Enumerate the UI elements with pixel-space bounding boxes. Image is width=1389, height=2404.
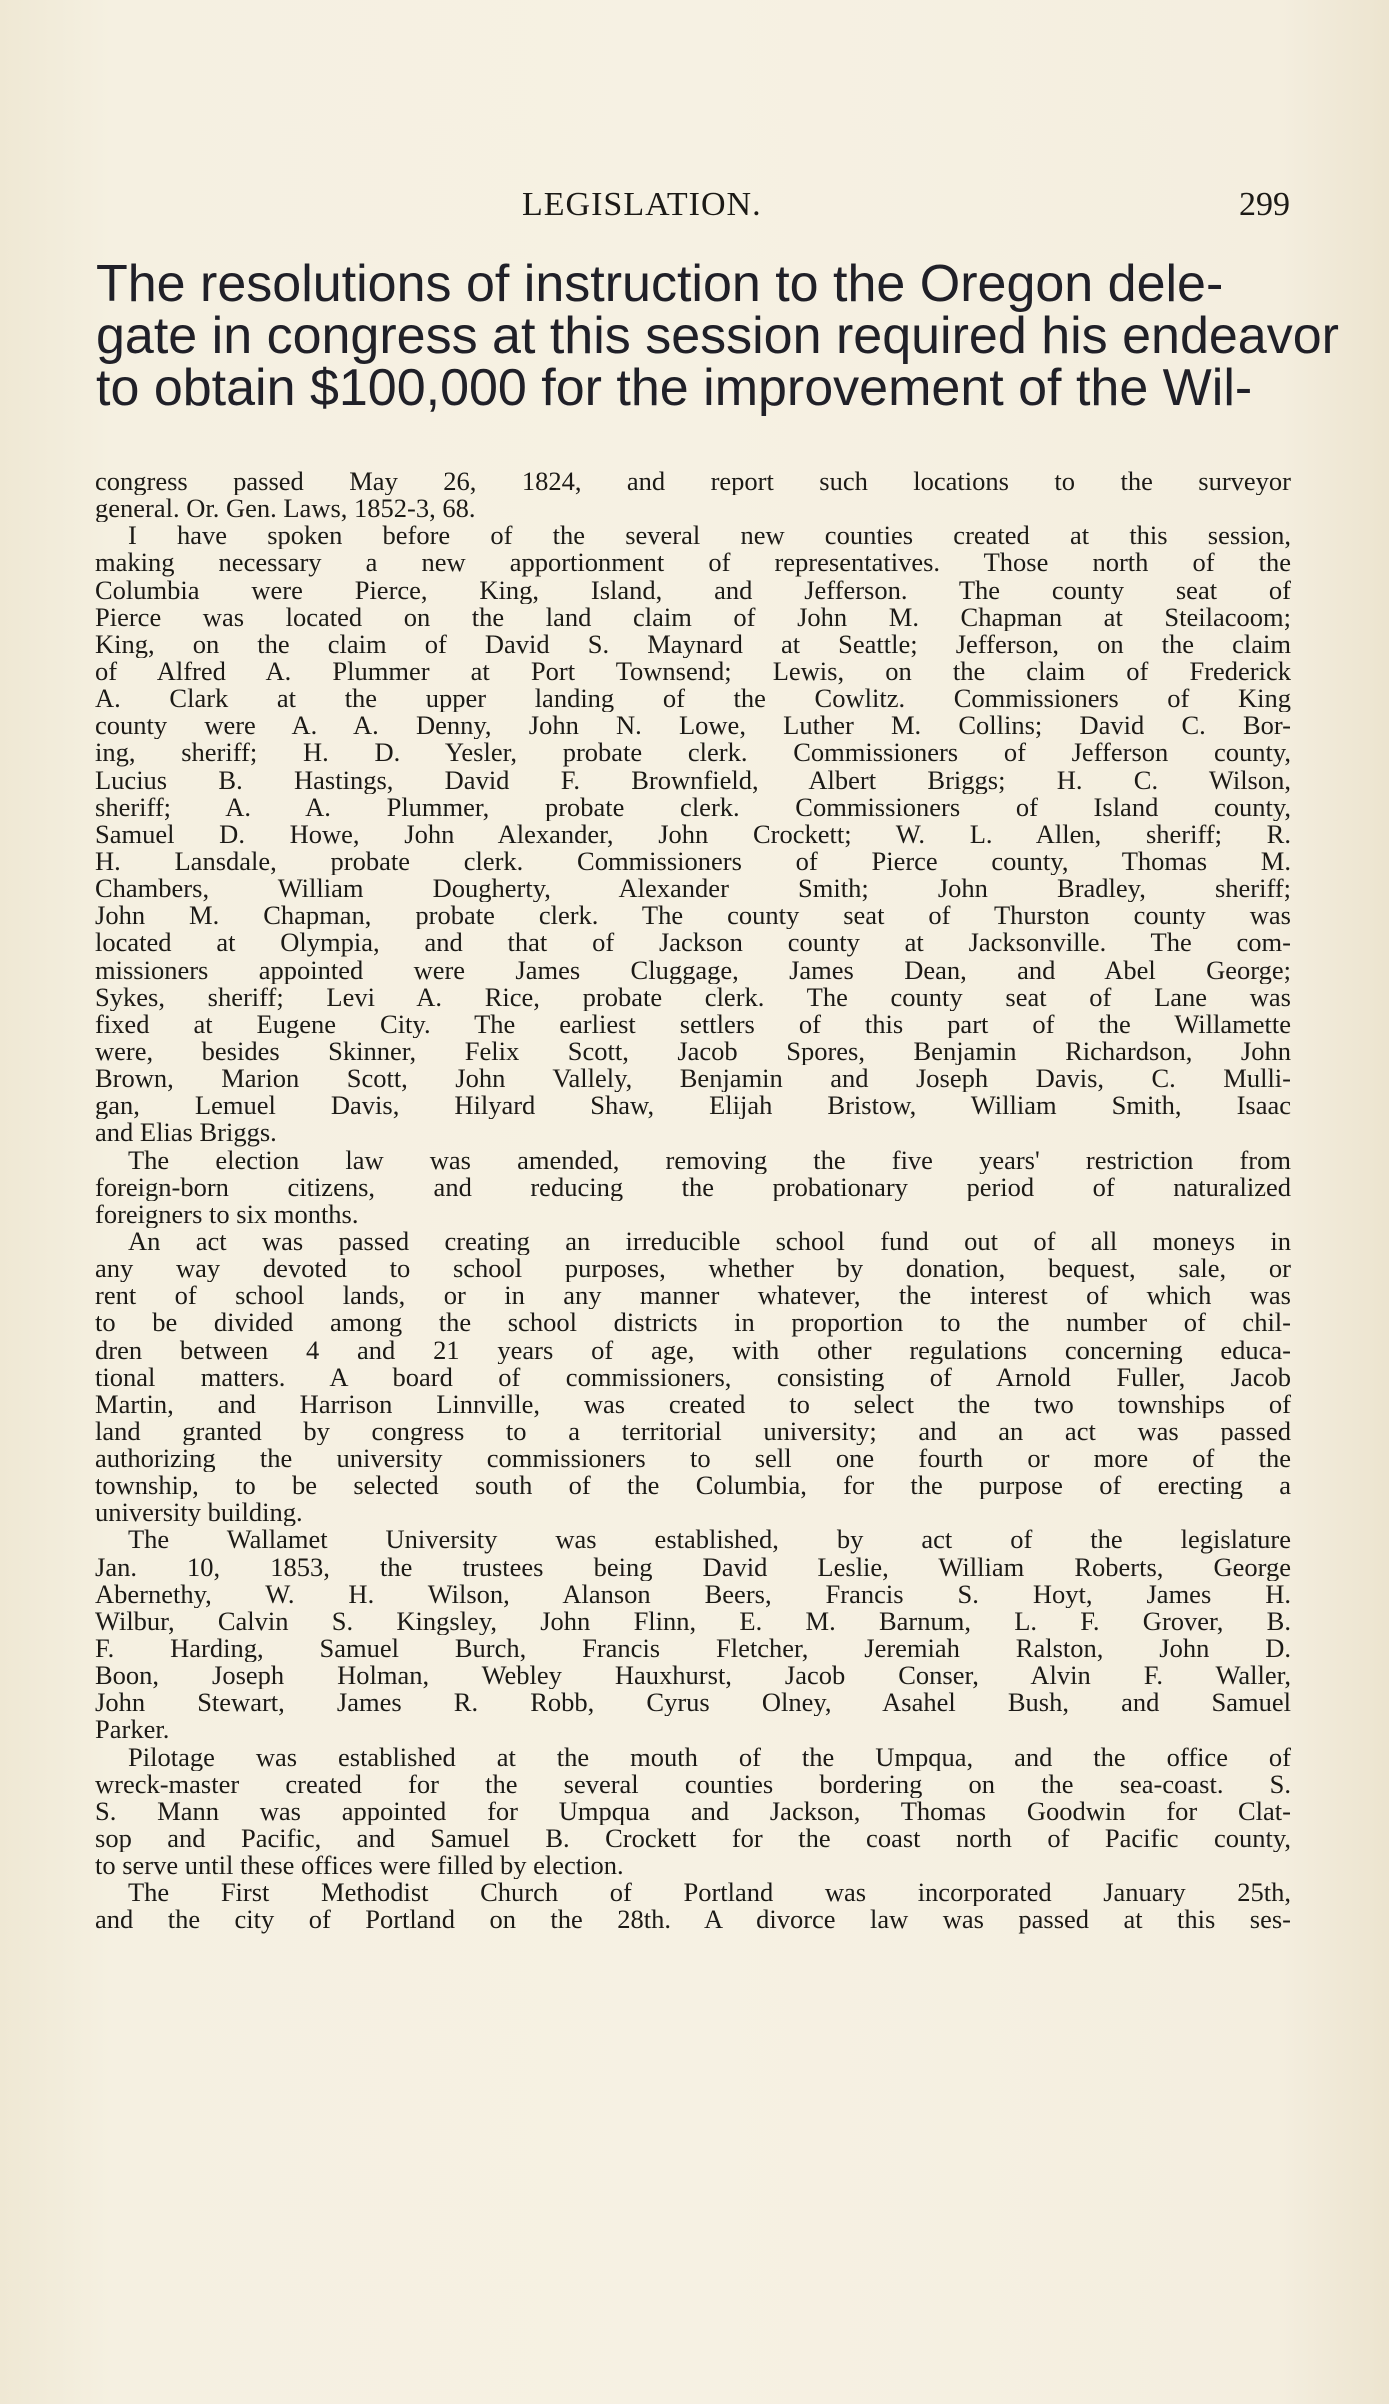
text-line: Columbia were Pierce, King, Island, and Jefferson. The county seat of xyxy=(95,576,1291,604)
text-line: Lucius B. Hastings, David F. Brownfield, Albert Briggs; H. C. Wilson, xyxy=(95,766,1291,794)
text-line: dren between 4 and 21 years of age, with other regulations concerning educa- xyxy=(95,1336,1291,1364)
text-line: sop and Pacific, and Samuel B. Crockett for the coast north of Pacific county, xyxy=(95,1825,1291,1853)
page-number: 299 xyxy=(1239,186,1290,223)
text-line: congress passed May 26, 1824, and report such locations to the surveyor xyxy=(95,468,1291,496)
text-line: general. Or. Gen. Laws, 1852-3, 68. xyxy=(95,495,476,523)
text-line: foreign-born citizens, and reducing the probationary period of naturalized xyxy=(95,1173,1291,1201)
text-line: Jan. 10, 1853, the trustees being David Leslie, William Roberts, George xyxy=(95,1553,1291,1581)
text-line: were, besides Skinner, Felix Scott, Jacob Spores, Benjamin Richardson, John xyxy=(95,1037,1291,1066)
text-line: located at Olympia, and that of Jackson county at Jacksonville. The com- xyxy=(95,929,1291,957)
text-line: John M. Chapman, probate clerk. The county seat of Thurston county was xyxy=(95,902,1291,930)
lead-paragraph xyxy=(96,255,1339,417)
text-line: wreck-master created for the several counties bordering on the sea-coast. S. xyxy=(95,1770,1291,1798)
text-line: land granted by congress to a territorial university; and an act was passed xyxy=(95,1417,1291,1446)
text-line: Martin, and Harrison Linnville, was created to select the two townships of xyxy=(95,1390,1291,1418)
text-line: John Stewart, James R. Robb, Cyrus Olney, Asahel Bush, and Samuel xyxy=(95,1689,1291,1717)
lead-line: gate in congress at this session required his endeavor xyxy=(96,307,1339,365)
text-line: authorizing the university commissioners to sell one fourth or more of the xyxy=(95,1445,1291,1473)
page-header xyxy=(96,186,1290,230)
text-line: S. Mann was appointed for Umpqua and Jackson, Thomas Goodwin for Clat- xyxy=(95,1797,1291,1826)
text-line: Parker. xyxy=(95,1716,170,1744)
text-line: F. Harding, Samuel Burch, Francis Fletcher, Jeremiah Ralston, John D. xyxy=(95,1635,1291,1663)
text-line: H. Lansdale, probate clerk. Commissioners of Pierce county, Thomas M. xyxy=(95,847,1291,876)
text-line: I have spoken before of the several new counties created at this session, xyxy=(128,522,1291,550)
running-head: LEGISLATION. xyxy=(522,186,762,223)
text-line: Chambers, William Dougherty, Alexander Smith; John Bradley, sheriff; xyxy=(95,875,1291,903)
text-line: The election law was amended, removing the five years' restriction from xyxy=(128,1146,1291,1174)
text-line: Sykes, sheriff; Levi A. Rice, probate clerk. The county seat of Lane was xyxy=(95,983,1291,1011)
text-line: university building. xyxy=(95,1499,303,1527)
text-line: making necessary a new apportionment of representatives. Those north of the xyxy=(95,549,1291,577)
text-line: rent of school lands, or in any manner whatever, the interest of which was xyxy=(95,1282,1291,1310)
text-line: and the city of Portland on the 28th. A divorce law was passed at this ses- xyxy=(95,1906,1291,1934)
text-line: and Elias Briggs. xyxy=(95,1119,277,1147)
text-line: county were A. A. Denny, John N. Lowe, Luther M. Collins; David C. Bor- xyxy=(95,712,1291,740)
text-line: sheriff; A. A. Plummer, probate clerk. Commissioners of Island county, xyxy=(95,793,1291,821)
text-line: gan, Lemuel Davis, Hilyard Shaw, Elijah Bristow, William Smith, Isaac xyxy=(95,1092,1291,1120)
text-line: King, on the claim of David S. Maynard at Seattle; Jefferson, on the claim xyxy=(95,630,1291,658)
text-line: fixed at Eugene City. The earliest settlers of this part of the Willamette xyxy=(95,1010,1291,1038)
text-line: Boon, Joseph Holman, Webley Hauxhurst, Jacob Conser, Alvin F. Waller, xyxy=(95,1662,1291,1690)
text-line: Pilotage was established at the mouth of the Umpqua, and the office of xyxy=(128,1743,1291,1771)
text-line: township, to be selected south of the Columbia, for the purpose of erecting a xyxy=(95,1472,1291,1500)
text-line: Wilbur, Calvin S. Kingsley, John Flinn, E. M. Barnum, L. F. Grover, B. xyxy=(95,1607,1291,1636)
text-line: Pierce was located on the land claim of John M. Chapman at Steilacoom; xyxy=(95,603,1291,631)
text-line: tional matters. A board of commissioners, consisting of Arnold Fuller, Jacob xyxy=(95,1363,1291,1391)
text-line: foreigners to six months. xyxy=(95,1200,359,1228)
footnote-body xyxy=(95,468,1291,1934)
text-line: The Wallamet University was established, by act of the legislature xyxy=(128,1526,1291,1554)
text-line: missioners appointed were James Cluggage, James Dean, and Abel George; xyxy=(95,956,1291,984)
text-line: Brown, Marion Scott, John Vallely, Benjamin and Joseph Davis, C. Mulli- xyxy=(95,1065,1291,1093)
text-line: ing, sheriff; H. D. Yesler, probate clerk. Commissioners of Jefferson county, xyxy=(95,739,1291,767)
text-line: Abernethy, W. H. Wilson, Alanson Beers, Francis S. Hoyt, James H. xyxy=(95,1580,1291,1608)
text-line: A. Clark at the upper landing of the Cowlitz. Commissioners of King xyxy=(95,685,1291,713)
lead-line: The resolutions of instruction to the Oregon dele- xyxy=(96,255,1224,313)
text-line: of Alfred A. Plummer at Port Townsend; Lewis, on the claim of Frederick xyxy=(95,657,1291,686)
text-line: any way devoted to school purposes, whether by donation, bequest, sale, or xyxy=(95,1255,1291,1283)
text-line: An act was passed creating an irreducible school fund out of all moneys in xyxy=(128,1227,1291,1256)
text-line: to serve until these offices were filled by election. xyxy=(95,1852,624,1880)
lead-line: to obtain $100,000 for the improvement of the Wil- xyxy=(96,359,1253,417)
text-line: Samuel D. Howe, John Alexander, John Crockett; W. L. Allen, sheriff; R. xyxy=(95,820,1291,848)
text-line: The First Methodist Church of Portland was incorporated January 25th, xyxy=(128,1879,1291,1907)
text-line: to be divided among the school districts in proportion to the number of chil- xyxy=(95,1309,1291,1337)
